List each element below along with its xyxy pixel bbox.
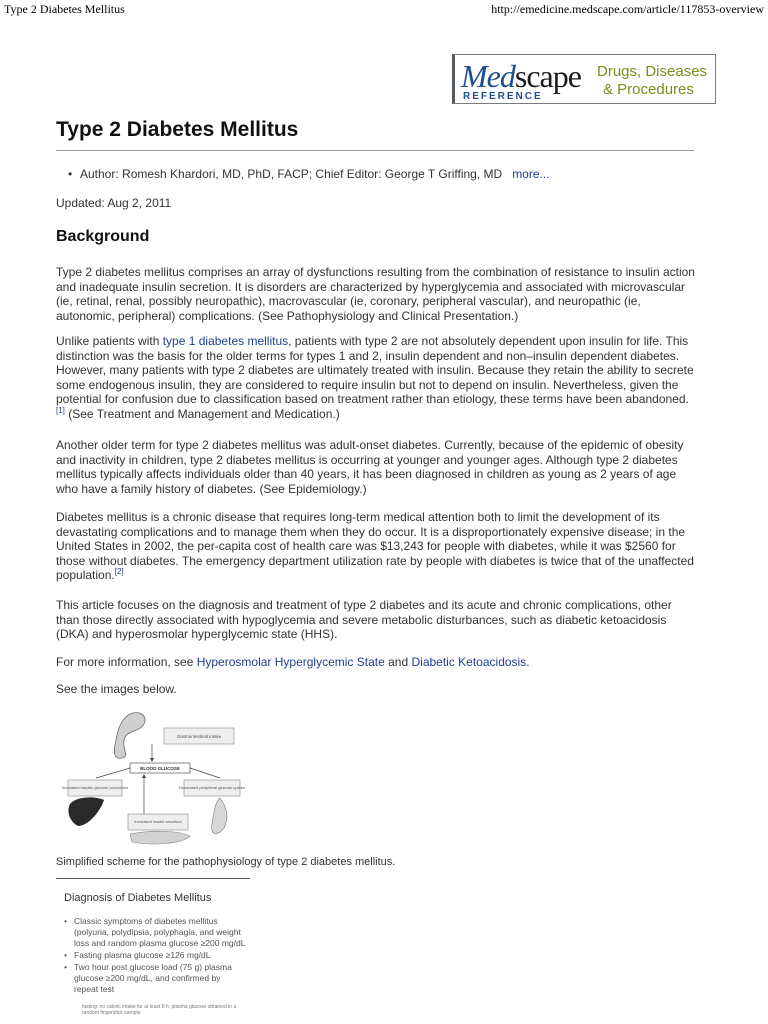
logo-wordmark: Medscape [461, 58, 581, 94]
section-heading-background: Background [56, 228, 150, 245]
caption-divider [56, 878, 250, 879]
paragraph-2: Unlike patients with type 1 diabetes mellitus, patients with type 2 are not absolutely dependent upon insulin for life. This distinction was the basis for the older terms for types 1 and 2, insulin dependent and non–insulin dependent diabetes. However, many patients with type 2 diabetes are ultimately treated with insulin. Because they retain the ability to secrete some endogenous insulin, they are considered to require insulin but not to depend on insulin. Nevertheless, given the potential for confusion due to classification based on treatment rather than etiology, these terms have been abandoned.[1] (See Treatment and Management and Medication.) [56, 334, 694, 421]
reference-2-link[interactable]: [2] [114, 567, 124, 577]
stomach-illustration [114, 713, 145, 758]
author-line [68, 167, 550, 181]
dka-link[interactable]: Diabetic Ketoacidosis [411, 655, 527, 669]
logo-tagline: Drugs, Diseases & Procedures [597, 63, 708, 98]
hhs-link[interactable]: Hyperosmolar Hyperglycemic State [196, 655, 385, 669]
author-text: Author: Romesh Khardori, MD, PhD, FACP; Chief Editor: George T Griffing, MD [80, 167, 503, 181]
medscape-logo[interactable] [452, 54, 716, 104]
title-divider [56, 150, 694, 151]
print-title: Type 2 Diabetes Mellitus [4, 2, 125, 16]
reference-1-link[interactable]: [1] [56, 405, 65, 415]
fig-label-top: Gastrointestinal intake [176, 734, 222, 739]
more-authors-link[interactable]: more... [512, 167, 550, 181]
paragraph-7: See the images below. [56, 682, 177, 696]
list-item: • Fasting plasma glucose ≥126 mg/dL [64, 950, 211, 960]
print-url: http://emedicine.medscape.com/article/117853-overview [491, 2, 764, 16]
liver-illustration [68, 797, 104, 826]
muscle-illustration [212, 798, 227, 834]
type1-diabetes-link[interactable]: type 1 diabetes mellitus [162, 334, 289, 348]
paragraph-4: Diabetes mellitus is a chronic disease that requires long-term medical attention both to limit the development of its devastating complications and to manage them when they do occur. It is a disproportionately expensive disease; in the United States in 2002, the per-capita cost of health care was $13,243 for people with diabetes, while it was $2560 for those without diabetes. The emergency department utilization rate by people with diabetes is twice that of the unaffected population.[2] [56, 510, 694, 583]
list-item: • Classic symptoms of diabetes mellitus (polyuria, polydipsia, polyphagia, and weight loss and random plasma glucose ≥200 mg/dL [64, 916, 246, 948]
fig-label-right: Decreased peripheral glucose uptake [178, 785, 246, 790]
article-title: Type 2 Diabetes Mellitus [56, 118, 299, 141]
updated-date: Updated: Aug 2, 2011 [56, 196, 172, 210]
fig-label-bottom: Increased insulin secretion [134, 819, 182, 824]
fig-label-center: BLOOD GLUCOSE [140, 766, 180, 771]
paragraph-3: Another older term for type 2 diabetes mellitus was adult-onset diabetes. Currently, because of the epidemic of obesity and inactivity in children, type 2 diabetes mellitus is occurring at younger and younger ages. Although type 2 diabetes mellitus typically affects individuals older than 40 years, it has been diagnosed in children as young as 2 years of age who have a family history of diabetes. (See Epidemiology.) [56, 438, 684, 496]
list-item: • Two hour post glucose load (75 g) plasma glucose ≥200 mg/dL, and confirmed by repeat test [64, 962, 232, 994]
diagnosis-criteria-list [64, 916, 246, 996]
paragraph-1: Type 2 diabetes mellitus comprises an array of dysfunctions resulting from the combination of resistance to insulin action and inadequate insulin secretion. It is disorders are characterized by hyperglycemia and associated with microvascular (ie, retinal, renal, possibly neuropathic), macrovascular (ie, coronary, peripheral vascular), and neuropathic (ie, autonomic, peripheral) complications. (See Pathophysiology and Clinical Presentation.) [56, 265, 695, 323]
print-header [0, 2, 768, 18]
figure-2-title: Diagnosis of Diabetes Mellitus [64, 892, 212, 904]
figure-2-footnote: fasting: no caloric intake for at least 8 h; plasma glucose obtained in a random fingerstick sample [82, 1004, 237, 1016]
diagnosis-figure[interactable] [56, 884, 250, 1024]
paragraph-6: For more information, see Hyperosmolar Hyperglycemic State and Diabetic Ketoacidosis. [56, 655, 530, 669]
paragraph-5: This article focuses on the diagnosis and treatment of type 2 diabetes and its acute and chronic complications, other than those directly associated with hypoglycemia and severe metabolic disturbances, such as diabetic ketoacidosis (DKA) and hyperosmolar hyperglycemic state (HHS). [56, 598, 672, 642]
logo-reference: REFERENCE [463, 91, 543, 102]
bullet-icon: • [68, 167, 73, 181]
fig-label-left: Increased hepatic glucose production [61, 785, 129, 790]
figure-1-caption: Simplified scheme for the pathophysiology of type 2 diabetes mellitus. [56, 856, 396, 868]
pancreas-illustration [130, 831, 190, 844]
pathophysiology-figure[interactable] [60, 708, 250, 848]
